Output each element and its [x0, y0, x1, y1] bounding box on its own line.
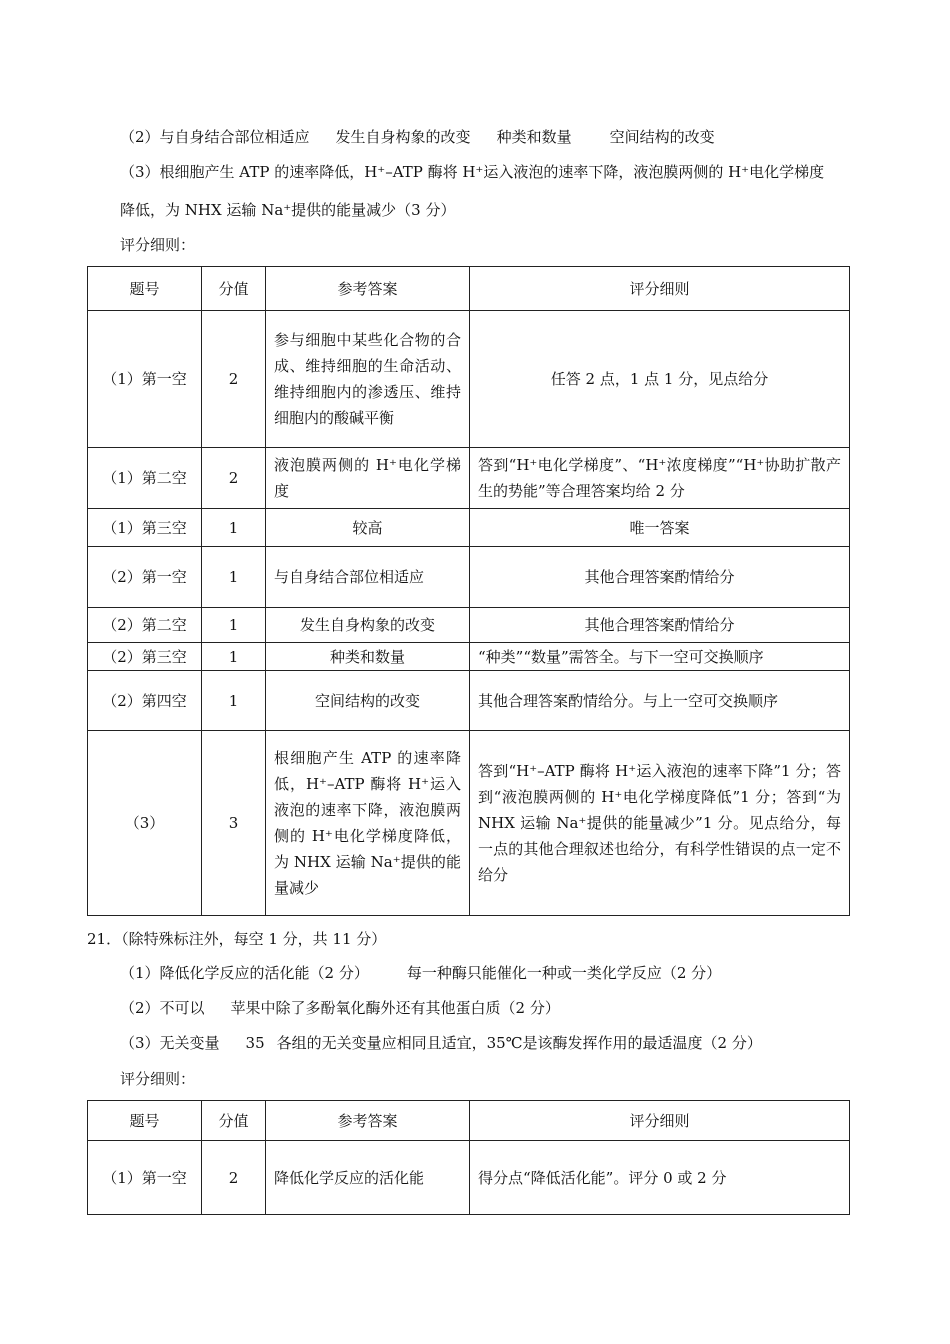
cell-rule: 答到“H⁺电化学梯度”、“H⁺浓度梯度”“H⁺协助扩散产生的势能”等合理答案均给 2 分 [470, 448, 850, 509]
cell-question: （2）第四空 [88, 671, 202, 731]
header-question: 题号 [88, 267, 202, 311]
s20-line-3: （3）根细胞产生 ATP 的速率降低，H⁺–ATP 酶将 H⁺运入液泡的速率下降，液泡膜两侧的 H⁺电化学梯度 [120, 163, 825, 181]
header-rule: 评分细则 [470, 1101, 850, 1141]
cell-score: 1 [202, 643, 266, 671]
cell-question: （1）第三空 [88, 509, 202, 547]
cell-answer: 根细胞产生 ATP 的速率降低，H⁺–ATP 酶将 H⁺运入液泡的速率下降，液泡膜两侧的 H⁺电化学梯度降低，为 NHX 运输 Na⁺提供的能量减少 [266, 731, 470, 916]
table-row [88, 608, 850, 643]
cell-score: 2 [202, 311, 266, 448]
cell-question: （2）第二空 [88, 608, 202, 643]
s21-line-1 [120, 962, 721, 984]
s21-2-part-b: 苹果中除了多酚氧化酶外还有其他蛋白质（2 分） [230, 999, 560, 1017]
s21-3-part-c: 各组的无关变量应相同且适宜，35℃是该酶发挥作用的最适温度（2 分） [276, 1034, 762, 1052]
table-header-row [88, 267, 850, 311]
cell-rule: 其他合理答案酌情给分 [470, 608, 850, 643]
header-score: 分值 [202, 267, 266, 311]
cell-question: （2）第一空 [88, 547, 202, 608]
cell-answer: 与自身结合部位相适应 [266, 547, 470, 608]
scoring-table-21 [87, 1100, 850, 1215]
table-row [88, 731, 850, 916]
s20-line-2 [120, 126, 715, 148]
s20-2-part-a: （2）与自身结合部位相适应 [120, 128, 310, 146]
s20-2-part-d: 空间结构的改变 [609, 128, 715, 146]
s21-title: 21．（除特殊标注外，每空 1 分，共 11 分） [87, 930, 387, 948]
s21-1-part-a: （1）降低化学反应的活化能（2 分） [120, 964, 369, 982]
cell-rule: 得分点“降低活化能”。评分 0 或 2 分 [470, 1141, 850, 1215]
cell-rule: 唯一答案 [470, 509, 850, 547]
cell-score: 1 [202, 671, 266, 731]
header-answer: 参考答案 [266, 1101, 470, 1141]
s21-line-2 [120, 997, 560, 1019]
cell-answer: 种类和数量 [266, 643, 470, 671]
table-header-row [88, 1101, 850, 1141]
cell-score: 2 [202, 1141, 266, 1215]
s20-line-3b: 降低，为 NHX 运输 Na⁺提供的能量减少（3 分） [120, 201, 456, 219]
cell-rule: 答到“H⁺–ATP 酶将 H⁺运入液泡的速率下降”1 分；答到“液泡膜两侧的 H⁺电化学梯度降低”1 分；答到“为 NHX 运输 Na⁺提供的能量减少”1 分。见点给分，每一点的其他合理叙述也给分，有科学性错误的点一定不给分 [470, 731, 850, 916]
table-row [88, 643, 850, 671]
s21-line-3 [120, 1032, 762, 1054]
s20-2-part-b: 发生自身构象的改变 [335, 128, 471, 146]
cell-score: 3 [202, 731, 266, 916]
cell-answer: 液泡膜两侧的 H⁺电化学梯度 [266, 448, 470, 509]
header-rule: 评分细则 [470, 267, 850, 311]
header-score: 分值 [202, 1101, 266, 1141]
cell-score: 2 [202, 448, 266, 509]
table-row [88, 1141, 850, 1215]
cell-answer: 空间结构的改变 [266, 671, 470, 731]
cell-score: 1 [202, 547, 266, 608]
cell-question: （3） [88, 731, 202, 916]
scoring-table-20 [87, 266, 850, 916]
table-row [88, 547, 850, 608]
header-question: 题号 [88, 1101, 202, 1141]
cell-answer: 参与细胞中某些化合物的合成、维持细胞的生命活动、维持细胞内的渗透压、维持细胞内的酸碱平衡 [266, 311, 470, 448]
cell-rule: 其他合理答案酌情给分。与上一空可交换顺序 [470, 671, 850, 731]
cell-rule: 任答 2 点，1 点 1 分，见点给分 [470, 311, 850, 448]
cell-score: 1 [202, 608, 266, 643]
table-row [88, 509, 850, 547]
s21-3-part-b: 35 [245, 1034, 265, 1052]
cell-question: （2）第三空 [88, 643, 202, 671]
s20-2-part-c: 种类和数量 [496, 128, 572, 146]
table-row [88, 671, 850, 731]
cell-answer: 降低化学反应的活化能 [266, 1141, 470, 1215]
scoring-label-1: 评分细则： [120, 236, 196, 254]
header-answer: 参考答案 [266, 267, 470, 311]
cell-score: 1 [202, 509, 266, 547]
cell-question: （1）第一空 [88, 1141, 202, 1215]
cell-question: （1）第二空 [88, 448, 202, 509]
cell-rule: 其他合理答案酌情给分 [470, 547, 850, 608]
cell-answer: 发生自身构象的改变 [266, 608, 470, 643]
cell-rule: “种类”“数量”需答全。与下一空可交换顺序 [470, 643, 850, 671]
s21-2-part-a: （2）不可以 [120, 999, 205, 1017]
table-row [88, 311, 850, 448]
cell-question: （1）第一空 [88, 311, 202, 448]
table-row [88, 448, 850, 509]
scoring-label-2: 评分细则： [120, 1070, 196, 1088]
s21-1-part-b: 每一种酶只能催化一种或一类化学反应（2 分） [406, 964, 722, 982]
s21-3-part-a: （3）无关变量 [120, 1034, 220, 1052]
cell-answer: 较高 [266, 509, 470, 547]
